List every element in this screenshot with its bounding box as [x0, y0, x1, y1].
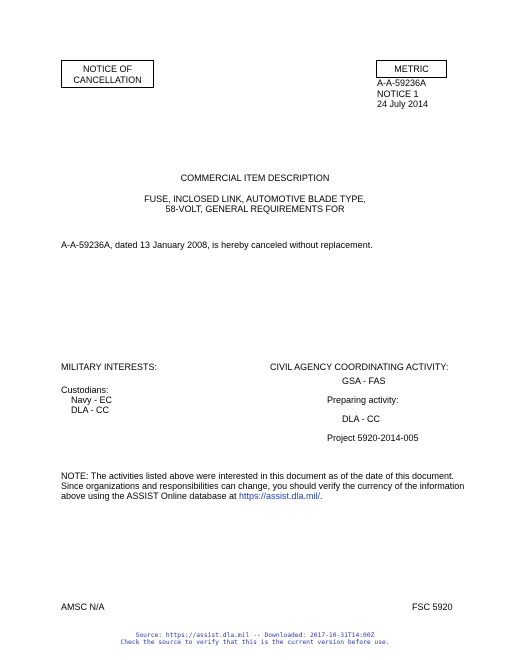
document-type-title: COMMERCIAL ITEM DESCRIPTION	[180, 173, 330, 183]
custodians-label: Custodians:	[61, 385, 109, 395]
source-line-1: Source: https://assist.dla.mil -- Downloaded: 2017-10-31T14:00Z	[135, 632, 375, 639]
notice-date: 24 July 2014	[377, 99, 429, 109]
note-line-2: Since organizations and responsibilities can change, you should verify the currency of the information	[61, 481, 465, 491]
document-title-line-1: FUSE, INCLOSED LINK, AUTOMOTIVE BLADE TYPE,	[144, 194, 366, 204]
preparing-activity-label: Preparing activity:	[327, 395, 399, 405]
notice-of-cancellation-line-2: CANCELLATION	[73, 75, 142, 85]
metric-box	[376, 60, 447, 78]
source-line-2: Check the source to verify that this is the current version before use.	[120, 639, 390, 646]
project-number: Project 5920-2014-005	[327, 433, 419, 443]
assist-link[interactable]: https://assist.dla.mil/	[238, 491, 320, 501]
civil-agency-heading: CIVIL AGENCY COORDINATING ACTIVITY:	[270, 362, 449, 372]
custodian-navy: Navy - EC	[71, 395, 113, 405]
notice-of-cancellation-line-1: NOTICE OF	[83, 64, 132, 74]
custodian-dla: DLA - CC	[71, 405, 110, 415]
note-line-3-period: .	[320, 491, 323, 501]
doc-id: A-A-59236A	[377, 78, 427, 88]
civil-agency-value: GSA - FAS	[342, 376, 386, 386]
notice-number: NOTICE 1	[377, 89, 419, 99]
notice-of-cancellation-box	[61, 60, 154, 88]
document-title-line-2: 58-VOLT, GENERAL REQUIREMENTS FOR	[165, 204, 345, 214]
cancellation-statement: A-A-59236A, dated 13 January 2008, is hereby canceled without replacement.	[61, 240, 373, 250]
note-line-1: NOTE: The activities listed above were interested in this document as of the date of this document.	[61, 471, 455, 481]
military-interests-heading: MILITARY INTERESTS:	[61, 362, 158, 372]
fsc-label: FSC 5920	[412, 602, 453, 612]
note-line-3-text: above using the ASSIST Online database at	[61, 491, 239, 501]
note-line-3	[61, 491, 323, 501]
amsc-label: AMSC N/A	[61, 602, 105, 612]
preparing-activity-value: DLA - CC	[342, 414, 381, 424]
metric-label: METRIC	[394, 64, 429, 74]
